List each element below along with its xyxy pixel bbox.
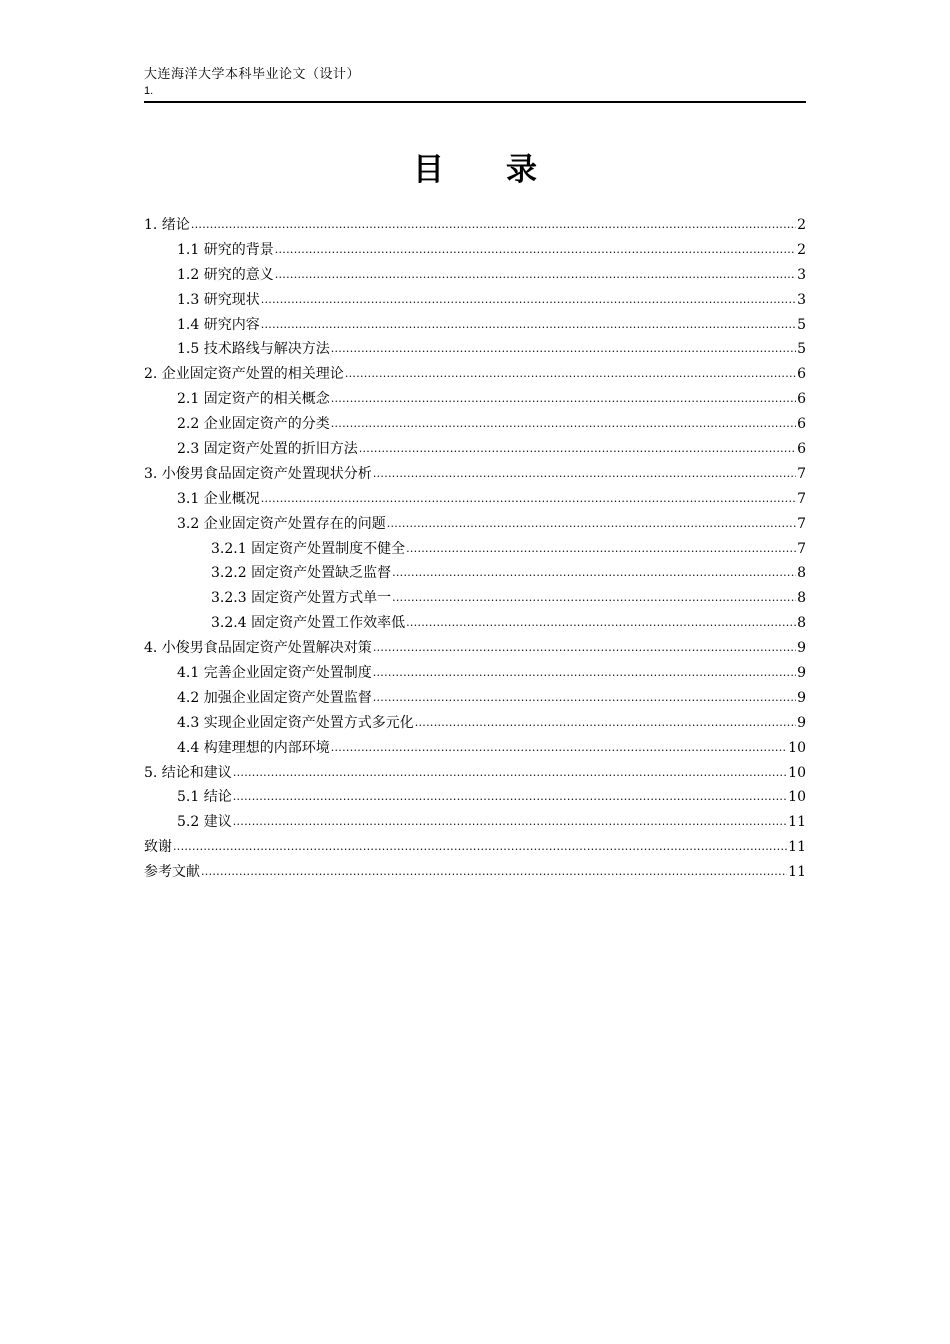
- toc-entry[interactable]: [144, 561, 806, 586]
- toc-entry-label: 2.3 固定资产处置的折旧方法: [177, 441, 358, 458]
- toc-entry-label: 3.1 企业概况: [177, 490, 260, 507]
- toc-entry-label: 1.2 研究的意义: [177, 266, 274, 283]
- toc-entry-label: 3.2.3 固定资产处置方式单一: [211, 590, 392, 607]
- toc-dot-leader: [331, 387, 796, 411]
- toc-entry-page-number: 5: [797, 316, 806, 333]
- toc-entry-page-number: 3: [797, 291, 806, 308]
- toc-entry[interactable]: [144, 611, 806, 636]
- toc-dot-leader: [261, 487, 796, 511]
- toc-entry-page-number: 3: [797, 266, 806, 283]
- toc-dot-leader: [261, 313, 796, 337]
- toc-dot-leader: [191, 213, 796, 237]
- toc-dot-leader: [373, 686, 796, 710]
- toc-entry[interactable]: [144, 362, 806, 387]
- toc-dot-leader: [373, 661, 796, 685]
- toc-entry[interactable]: [144, 686, 806, 711]
- toc-entry[interactable]: [144, 213, 806, 238]
- toc-entry-label: 3.2.1 固定资产处置制度不健全: [211, 540, 406, 557]
- toc-entry-label: 2.2 企业固定资产的分类: [177, 416, 330, 433]
- toc-entry-page-number: 6: [797, 441, 806, 458]
- toc-entry-label: 致谢: [144, 839, 172, 856]
- toc-entry[interactable]: [144, 586, 806, 611]
- toc-dot-leader: [415, 711, 796, 735]
- toc-entry[interactable]: [144, 835, 806, 860]
- toc-entry-label: 5.2 建议: [177, 814, 232, 831]
- toc-entry-page-number: 7: [797, 465, 806, 482]
- toc-entry-page-number: 5: [797, 341, 806, 358]
- toc-entry[interactable]: [144, 512, 806, 537]
- toc-entry[interactable]: [144, 412, 806, 437]
- toc-dot-leader: [331, 736, 787, 760]
- toc-entry-page-number: 6: [797, 416, 806, 433]
- toc-entry[interactable]: [144, 288, 806, 313]
- toc-entry[interactable]: [144, 462, 806, 487]
- toc-entry-label: 5.1 结论: [177, 789, 232, 806]
- toc-dot-leader: [173, 835, 787, 859]
- toc-entry-label: 参考文献: [144, 864, 200, 881]
- toc-entry-page-number: 7: [797, 515, 806, 532]
- toc-title-char-1: 目: [413, 152, 444, 188]
- toc-entry[interactable]: [144, 487, 806, 512]
- toc-entry[interactable]: [144, 238, 806, 263]
- toc-entry-label: 1.1 研究的背景: [177, 241, 274, 258]
- toc-entry[interactable]: [144, 537, 806, 562]
- toc-entry[interactable]: [144, 810, 806, 835]
- toc-entry[interactable]: [144, 736, 806, 761]
- toc-entry-label: 1. 绪论: [144, 217, 190, 233]
- toc-entry-page-number: 10: [788, 789, 806, 806]
- toc-entry[interactable]: [144, 860, 806, 885]
- toc-entry-page-number: 11: [788, 814, 806, 831]
- toc-entry-label: 4.1 完善企业固定资产处置制度: [177, 665, 372, 682]
- toc-dot-leader: [261, 288, 796, 312]
- toc-entry-label: 4.3 实现企业固定资产处置方式多元化: [177, 714, 414, 731]
- toc-entry[interactable]: [144, 263, 806, 288]
- toc-entry-page-number: 8: [797, 615, 806, 632]
- toc-entry-label: 3. 小俊男食品固定资产处置现状分析: [144, 465, 372, 482]
- toc-entry-label: 1.4 研究内容: [177, 316, 260, 333]
- toc-dot-leader: [345, 362, 796, 386]
- toc-entry-page-number: 2: [797, 217, 806, 233]
- toc-entry-page-number: 10: [788, 739, 806, 756]
- toc-entry-page-number: 9: [797, 689, 806, 706]
- toc-dot-leader: [233, 785, 787, 809]
- toc-entry-label: 2.1 固定资产的相关概念: [177, 391, 330, 408]
- toc-entry[interactable]: [144, 636, 806, 661]
- toc-entry-page-number: 10: [788, 764, 806, 781]
- toc-entry-label: 2. 企业固定资产处置的相关理论: [144, 366, 344, 383]
- toc-dot-leader: [392, 586, 796, 610]
- toc-entry-page-number: 7: [797, 490, 806, 507]
- toc-dot-leader: [373, 462, 796, 486]
- toc-title-char-2: 录: [506, 152, 537, 188]
- toc-title: [0, 148, 950, 192]
- toc-entry[interactable]: [144, 313, 806, 338]
- toc-entry-label: 4.4 构建理想的内部环境: [177, 739, 330, 756]
- toc-entry-label: 5. 结论和建议: [144, 764, 232, 781]
- toc-entry-page-number: 8: [797, 565, 806, 582]
- header-title: 大连海洋大学本科毕业论文（设计）: [144, 67, 361, 82]
- toc-entry[interactable]: [144, 337, 806, 362]
- toc-entry-page-number: 9: [797, 714, 806, 731]
- toc-entry[interactable]: [144, 437, 806, 462]
- toc-entry-page-number: 11: [788, 839, 806, 856]
- toc-entry[interactable]: [144, 785, 806, 810]
- table-of-contents: [144, 213, 806, 885]
- toc-entry[interactable]: [144, 661, 806, 686]
- toc-entry-label: 4. 小俊男食品固定资产处置解决对策: [144, 640, 372, 657]
- header-page-number: 1.: [144, 85, 154, 97]
- toc-dot-leader: [373, 636, 796, 660]
- toc-dot-leader: [275, 238, 796, 262]
- toc-dot-leader: [331, 412, 796, 436]
- toc-entry[interactable]: [144, 761, 806, 786]
- toc-dot-leader: [233, 761, 787, 785]
- toc-entry-page-number: 2: [797, 241, 806, 258]
- page-header: [144, 66, 806, 98]
- toc-dot-leader: [387, 512, 796, 536]
- toc-entry[interactable]: [144, 387, 806, 412]
- toc-entry-label: 3.2.2 固定资产处置缺乏监督: [211, 565, 392, 582]
- toc-entry[interactable]: [144, 711, 806, 736]
- toc-entry-page-number: 9: [797, 640, 806, 657]
- toc-entry-page-number: 7: [797, 540, 806, 557]
- toc-dot-leader: [359, 437, 796, 461]
- toc-dot-leader: [392, 561, 796, 585]
- toc-dot-leader: [233, 810, 787, 834]
- toc-entry-page-number: 9: [797, 665, 806, 682]
- toc-entry-label: 4.2 加强企业固定资产处置监督: [177, 689, 372, 706]
- toc-entry-label: 3.2 企业固定资产处置存在的问题: [177, 515, 386, 532]
- toc-dot-leader: [201, 860, 787, 884]
- header-divider: [144, 101, 806, 103]
- toc-dot-leader: [331, 337, 796, 361]
- toc-dot-leader: [406, 611, 796, 635]
- toc-entry-label: 1.3 研究现状: [177, 291, 260, 308]
- toc-entry-label: 3.2.4 固定资产处置工作效率低: [211, 615, 406, 632]
- toc-entry-label: 1.5 技术路线与解决方法: [177, 341, 330, 358]
- toc-dot-leader: [275, 263, 796, 287]
- toc-dot-leader: [406, 537, 796, 561]
- toc-entry-page-number: 6: [797, 391, 806, 408]
- toc-entry-page-number: 8: [797, 590, 806, 607]
- toc-entry-page-number: 6: [797, 366, 806, 383]
- toc-entry-page-number: 11: [788, 864, 806, 881]
